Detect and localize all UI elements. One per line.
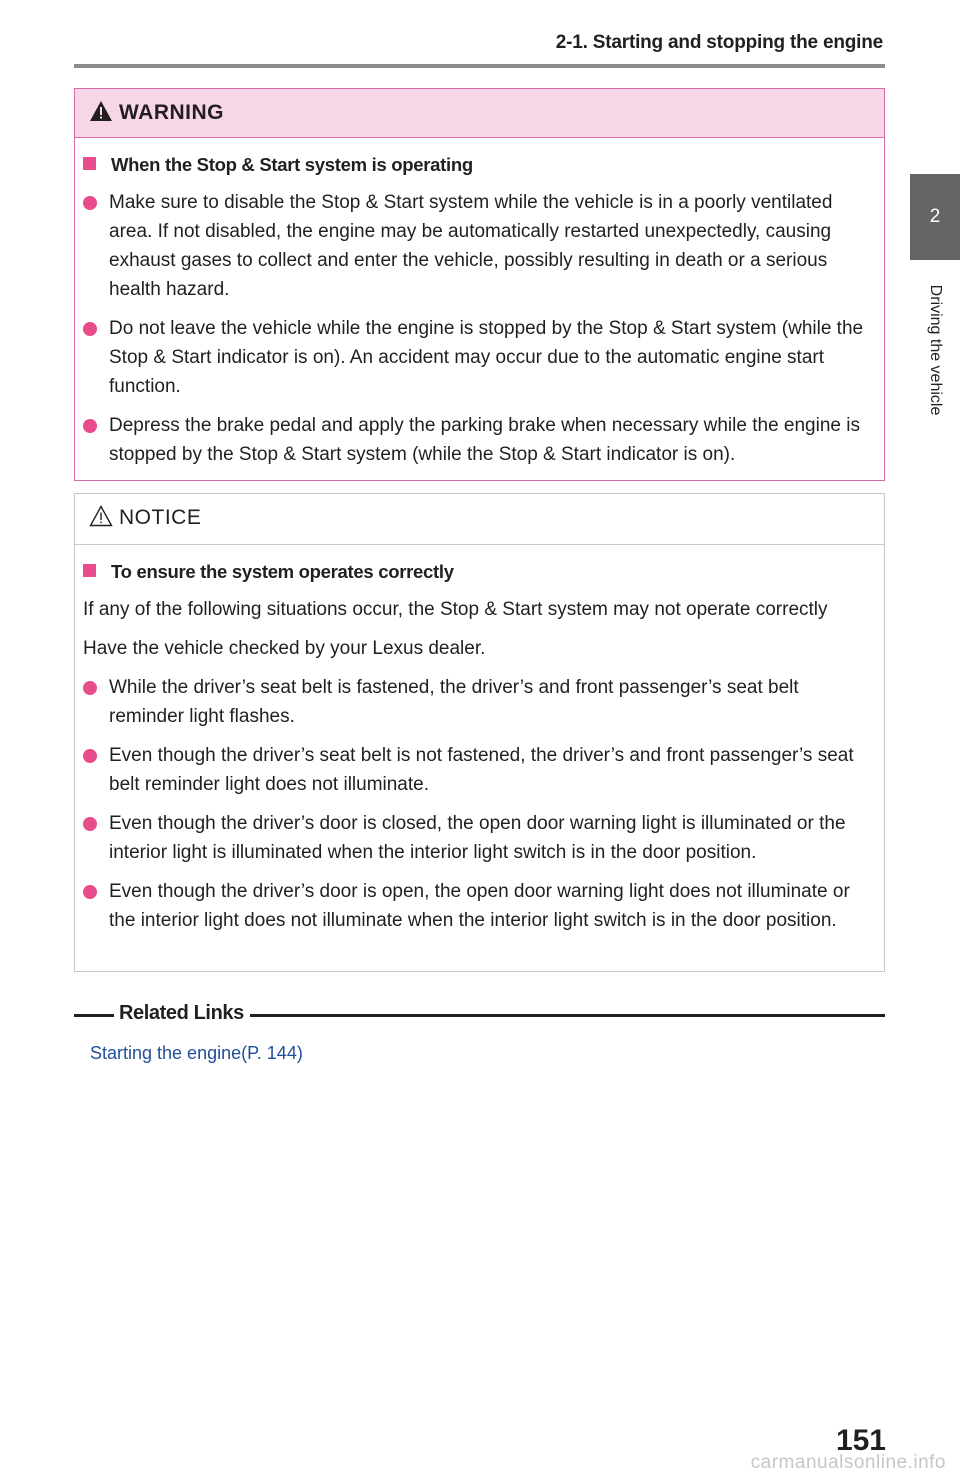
warning-bullet-text: Depress the brake pedal and apply the parking brake when necessary while the engine is stopped by the Stop & Start system (while the Stop & Start indicator is on).	[109, 415, 860, 465]
notice-bullet-text: Even though the driver’s door is closed, the open door warning light is illuminated or the interior light is illuminated when the interior light switch is in the door position.	[109, 813, 846, 863]
warning-bullet-text: Do not leave the vehicle while the engine is stopped by the Stop & Start system (while the Stop & Start indicator is on). An accident may occur due to the automatic engine start function.	[109, 318, 864, 397]
page-number: 151	[835, 1424, 886, 1457]
round-bullet-icon	[83, 419, 97, 433]
notice-bullet	[83, 673, 864, 731]
notice-bullet	[83, 741, 864, 799]
round-bullet-icon	[83, 322, 97, 336]
related-links-title: Related Links	[119, 1002, 244, 1024]
chapter-tab-number: 2	[929, 206, 941, 227]
watermark: carmanualsonline.info	[750, 1452, 946, 1473]
notice-heading-text: To ensure the system operates correctly	[111, 561, 454, 582]
warning-bullet	[83, 411, 864, 469]
round-bullet-icon	[83, 749, 97, 763]
square-bullet-icon	[83, 157, 96, 170]
notice-header	[75, 494, 884, 545]
header-divider	[74, 64, 885, 68]
round-bullet-icon	[83, 885, 97, 899]
warning-header	[75, 89, 884, 138]
notice-paragraph: Have the vehicle checked by your Lexus dealer.	[83, 638, 486, 659]
page-header-title: 2-1. Starting and stopping the engine	[555, 32, 883, 53]
warning-triangle-icon	[89, 99, 113, 123]
related-links-header	[74, 1000, 885, 1030]
warning-bullet	[83, 314, 864, 401]
notice-bullet	[83, 877, 864, 935]
chapter-tab[interactable]	[910, 174, 960, 260]
notice-paragraph: If any of the following situations occur, the Stop & Start system may not operate correctly	[83, 599, 828, 620]
round-bullet-icon	[83, 196, 97, 210]
warning-heading	[83, 154, 864, 176]
warning-box	[74, 88, 885, 481]
related-link-starting-the-engine[interactable]: Starting the engine(P. 144)	[90, 1043, 303, 1063]
notice-heading	[83, 561, 864, 583]
notice-bullet-text: While the driver’s seat belt is fastened, the driver’s and front passenger’s seat belt reminder light flashes.	[109, 677, 799, 727]
notice-bullet	[83, 809, 864, 867]
warning-heading-text: When the Stop & Start system is operating	[111, 154, 473, 175]
round-bullet-icon	[83, 817, 97, 831]
notice-bullet-text: Even though the driver’s door is open, the open door warning light does not illuminate or the interior light does not illuminate when the interior light switch is in the door position.	[109, 881, 850, 931]
notice-bullet-text: Even though the driver’s seat belt is not fastened, the driver’s and front passenger’s seat belt reminder light does not illuminate.	[109, 745, 854, 795]
round-bullet-icon	[83, 681, 97, 695]
related-links-rule-right	[250, 1014, 885, 1017]
chapter-tab-label: Driving the vehicle	[927, 284, 944, 416]
warning-bullet-text: Make sure to disable the Stop & Start system while the vehicle is in a poorly ventilated area. If not disabled, the engine may be automatically restarted unexpectedly, causing exhaust gases to collect and enter the vehicle, possibly resulting in death or a serious health hazard.	[109, 192, 833, 300]
notice-label: NOTICE	[119, 506, 202, 529]
square-bullet-icon	[83, 564, 96, 577]
caution-triangle-icon	[89, 504, 113, 528]
warning-label: WARNING	[119, 101, 224, 124]
warning-bullet	[83, 188, 864, 304]
notice-box	[74, 493, 885, 972]
related-links-rule-left	[74, 1014, 114, 1017]
